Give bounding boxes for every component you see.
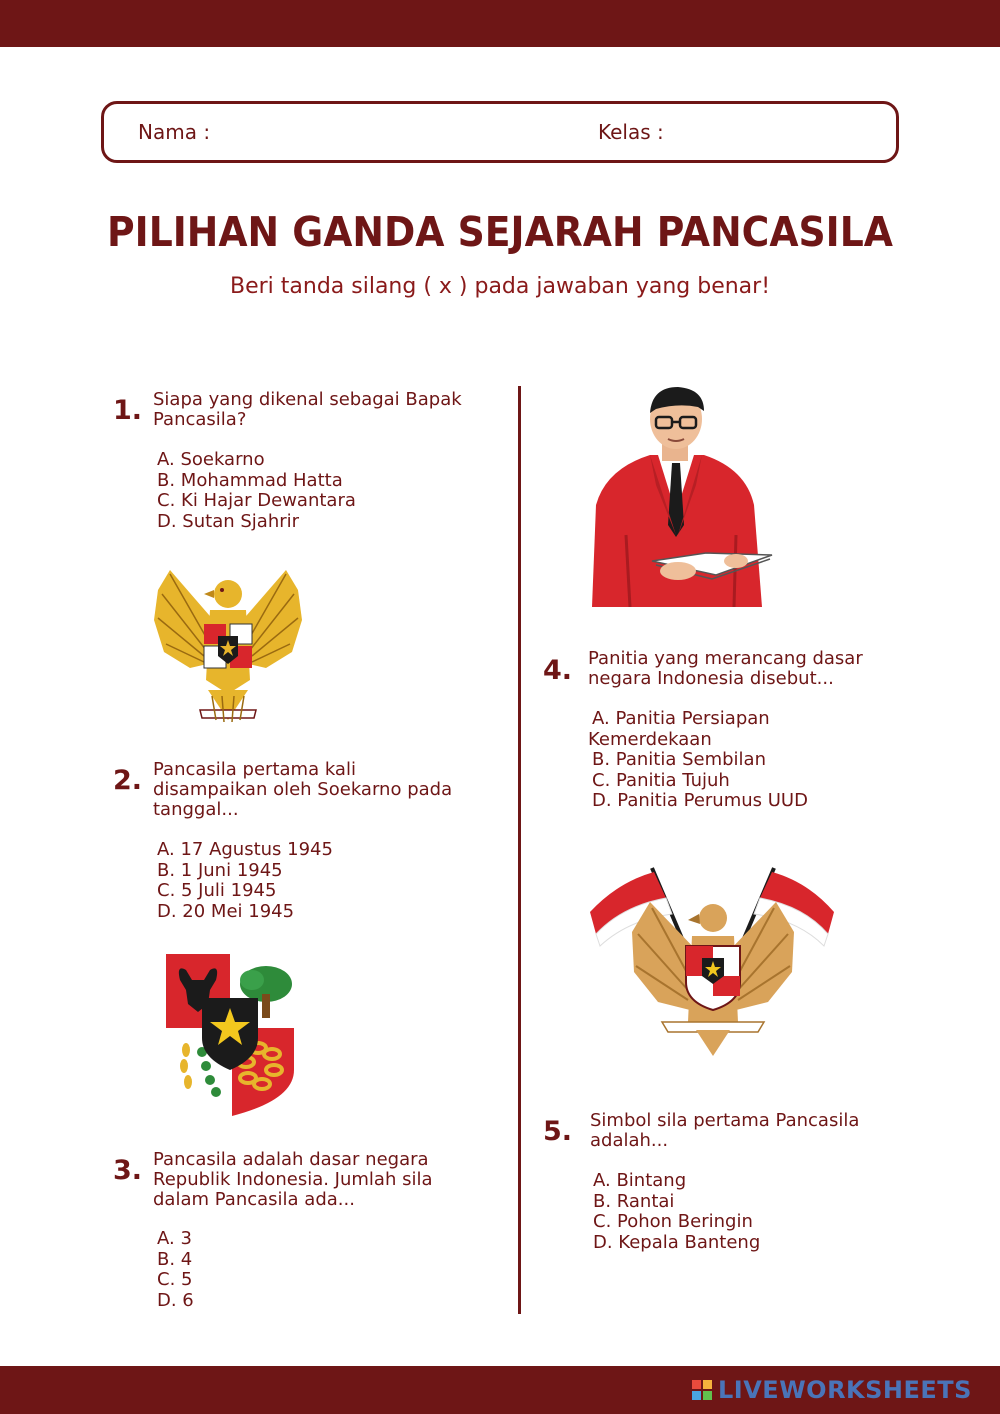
question-5-text: Simbol sila pertama Pancasila adalah... (590, 1110, 860, 1151)
class-label: Kelas : (598, 120, 664, 144)
question-5-options (593, 1171, 760, 1253)
option[interactable]: A. Bintang (593, 1170, 687, 1191)
question-3-text: Pancasila adalah dasar negara Republik Indonesia. Jumlah sila dalam Pancasila ada... (153, 1149, 433, 1210)
column-divider (518, 386, 521, 1314)
question-2-number: 2. (113, 765, 143, 796)
garuda-flags-icon (588, 862, 838, 1058)
question-2-options (157, 840, 333, 922)
option[interactable]: D. Sutan Sjahrir (157, 510, 300, 532)
question-5-number: 5. (543, 1116, 573, 1147)
question-2-text: Pancasila pertama kali disampaikan oleh Soekarno pada tanggal... (153, 759, 453, 820)
option[interactable]: C. Pohon Beringin (593, 1211, 753, 1232)
option[interactable]: B. Mohammad Hatta (157, 469, 343, 491)
question-3-options (157, 1229, 194, 1311)
liveworksheets-brand-text: LIVEWORKSHEETS (718, 1376, 972, 1404)
option[interactable]: D. 20 Mei 1945 (157, 900, 295, 922)
option[interactable]: B. 1 Juni 1945 (157, 859, 283, 881)
question-4-text: Panitia yang merancang dasar negara Indonesia disebut... (588, 648, 863, 689)
top-bar (0, 0, 1000, 47)
question-3-number: 3. (113, 1155, 143, 1186)
name-class-box (101, 101, 899, 163)
option[interactable]: B. Rantai (593, 1190, 675, 1212)
option-continuation: Kemerdekaan (588, 728, 712, 750)
option[interactable]: B. Panitia Sembilan (592, 749, 766, 770)
option[interactable]: D. Kepala Banteng (593, 1231, 761, 1253)
garuda-pancasila-icon (150, 560, 306, 728)
option[interactable]: C. Ki Hajar Dewantara (157, 490, 356, 511)
question-1-number: 1. (113, 395, 143, 426)
option[interactable]: C. 5 (157, 1269, 193, 1290)
option[interactable]: D. Panitia Perumus UUD (592, 790, 808, 811)
option[interactable]: C. Panitia Tujuh (592, 769, 730, 791)
option[interactable]: C. 5 Juli 1945 (157, 880, 277, 901)
name-label: Nama : (138, 120, 211, 144)
option[interactable]: A. 17 Agustus 1945 (157, 839, 333, 860)
option[interactable]: A. Panitia Persiapan (592, 708, 770, 729)
liveworksheets-logo[interactable] (692, 1374, 972, 1406)
option[interactable]: A. 3 (157, 1228, 192, 1249)
worksheet-instruction: Beri tanda silang ( x ) pada jawaban yang benar! (229, 274, 771, 299)
man-reading-book-icon (586, 385, 776, 607)
question-1-options (157, 450, 356, 532)
option[interactable]: B. 4 (157, 1248, 193, 1270)
option[interactable]: D. 6 (157, 1289, 194, 1311)
question-4-number: 4. (543, 655, 573, 686)
liveworksheets-blocks-icon (692, 1380, 712, 1400)
worksheet-title: PILIHAN GANDA SEJARAH PANCASILA (107, 208, 893, 256)
question-4-options (588, 709, 808, 812)
question-1-text: Siapa yang dikenal sebagai Bapak Pancasila? (153, 389, 462, 430)
pancasila-shield-icon (162, 950, 298, 1118)
option[interactable]: A. Soekarno (157, 449, 265, 470)
